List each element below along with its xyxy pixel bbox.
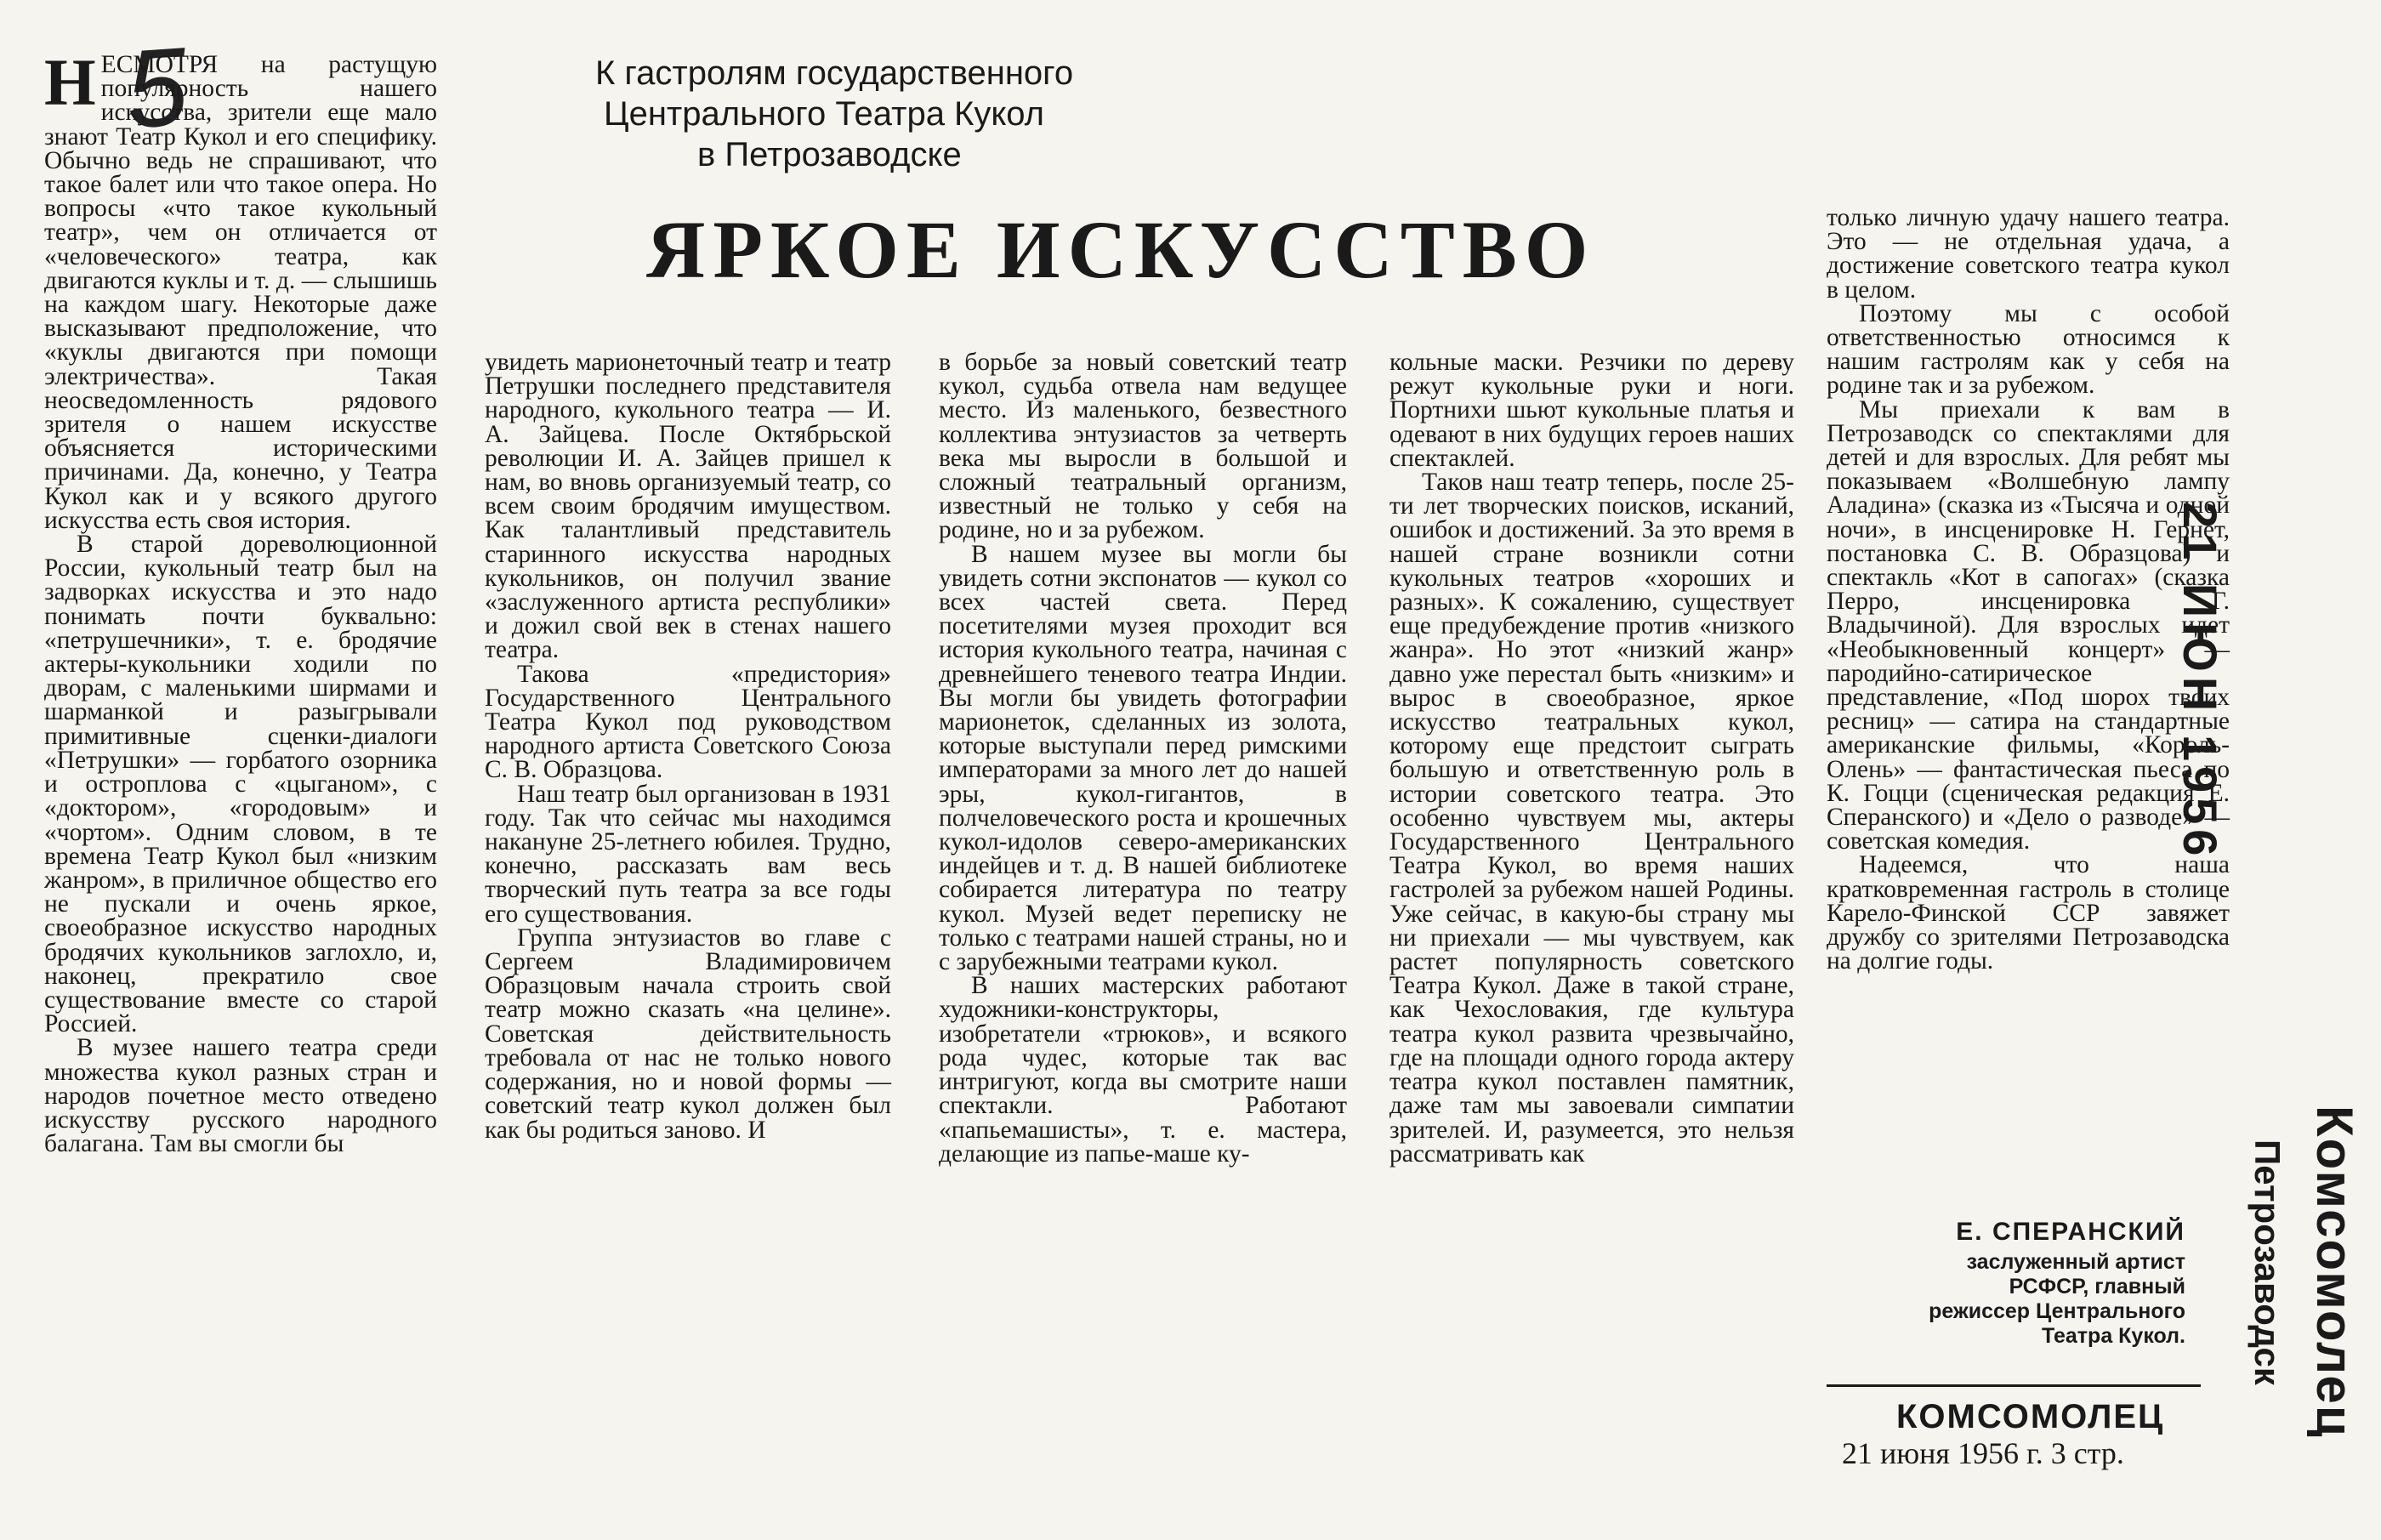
drop-cap: Н bbox=[44, 45, 96, 119]
subtitle-line-1: К гастролям государственного bbox=[595, 54, 1074, 92]
subtitle-line-3: в Петрозаводске bbox=[697, 136, 962, 173]
source-date: 21 июня 1956 г. 3 стр. bbox=[1842, 1436, 2124, 1470]
paragraph: В старой дореволюционной России, кукольный театр был на задворках искусства и это надо понимать почти буквально: «петрушечники», т. е. бродячие актеры-кукольники ходили по дворам, с маленькими ширмами и шарманкой и разыгрывали примитивные сценки-диалоги «Петрушки» — горбатого озорника и остроплова с «цыганом», с «доктором», «городовым» и «чортом». Одним словом, в те времена Театр Кукол был «низким жанром», в приличное общество его не пускали и очень яркое, своеобразное искусство народных бродячих кукольников заглохло, и, наконец, прекратило свое существование вместе со старой Россией. bbox=[44, 531, 437, 1038]
paragraph: Группа энтузиастов во главе с Сергеем Владимировичем Образцовым начала строить свой театр можно сказать «на целине». Советская действительность требовала от нас не только нового содержания, но и новой формы — советский театр кукол должен был как бы родиться заново. И bbox=[485, 923, 891, 1144]
article-column-1 bbox=[44, 45, 437, 1158]
paragraph: Такова «предистория» Государственного Центрального Театра Кукол под руководством народного артиста Советского Союза С. В. Образцова. bbox=[485, 660, 891, 784]
paragraph: Поэтому мы с особой ответственностью относимся к нашим гастролям как у себя на родине так и за рубежом. bbox=[1827, 299, 2230, 400]
masthead-city: Петрозаводск bbox=[2247, 1139, 2287, 1385]
paragraph: только личную удачу нашего театра. Это — не отдельная удача, а достижение советского театра кукол в целом. bbox=[1827, 204, 2230, 304]
date-stamp: 21 ИЮН 1956 bbox=[2174, 502, 2227, 861]
article-column-3 bbox=[939, 350, 1347, 1166]
article-subtitle bbox=[595, 53, 1293, 175]
paragraph: Мы приехали к вам в Петрозаводск со спектаклями для детей и для взрослых. Для ребят мы показываем «Волшебную лампу Аладина» (сказка из «Тысяча и одной ночи», в инсценировке Н. Гернет, постановка С. В. Образцова) и спектакль «Кот в сапогах» (сказка Перро, инсценировка Г. Владычиной). Для взрослых идет «Необыкновенный концерт» — пародийно-сатирическое представление, «Под шорох твоих ресниц» — сатира на стандартные американские фильмы, «Король-Олень» — фантастическая пьеса по К. Гоцци (сценическая редакция Е. Сперанского) и «Дело о разводе» — советская комедия. bbox=[1827, 395, 2230, 855]
paragraph: Наш театр был организован в 1931 году. Так что сейчас мы находимся накануне 25-летнего юбилея. Трудно, конечно, рассказать вам весь творческий путь театра за все годы его существования. bbox=[485, 780, 891, 928]
paragraph: В наших мастерских работают художники-конструкторы, изобретатели «трюков», и всякого рода чудес, которые так вас интригуют, когда вы смотрите наши спектакли. Работают «папьемашисты», т. е. мастера, делающие из папье-маше ку- bbox=[939, 972, 1347, 1168]
divider bbox=[1827, 1384, 2201, 1387]
article-column-5 bbox=[1827, 206, 2230, 974]
author-name: Е. СПЕРАНСКИЙ bbox=[1956, 1218, 2185, 1246]
handwritten-number: 5 bbox=[121, 23, 192, 152]
paragraph-text: ЕСМОТРЯ на растущую популярность нашего искусства, зрители еще мало знают Театр Кукол и его специфику. Обычно ведь не спрашивают, что такое балет или что такое опера. Но вопросы «что такое кукольный театр», чем он отличается от «человеческого» театра, как двигаются куклы и т. д. — слышишь на каждом шагу. Некоторые даже высказывают предположение, что «куклы двигаются при помощи электричества». Такая неосведомленность рядового зрителя о нашем искусстве объясняется историческими причинами. Да, конечно, у Театра Кукол как и у всякого другого искусства есть своя история. bbox=[44, 51, 437, 534]
masthead-name: Комсомолец bbox=[2306, 1105, 2363, 1439]
paragraph: Таков наш театр теперь, после 25-ти лет творческих поисков, исканий, ошибок и достижений. За это время в нашей стране возникли сотни кукольных театров «хороших и разных». К сожалению, существует еще предубеждение против «низкого жанра». Но этот «низкий жанр» давно уже перестал быть «низким» и вырос в своеобразное, яркое искусство театральных кукол, которому еще предстоит сыграть большую и ответственную роль в истории советского театра. Это особенно чувствуем мы, актеры Государственного Центрального Театра Кукол, во время наших гастролей за рубежом нашей Родины. Уже сейчас, в какую-бы страну мы ни приехали — мы чувствуем, как растет популярность советского Театра Кукол. Даже в такой стране, как Чехословакия, где культура театра кукол развита чрезвычайно, где на площади одного города актеру театра кукол поставлен памятник, даже там мы завоевали симпатии зрителей. И, разумеется, это нельзя рассматривать как bbox=[1389, 469, 1794, 1168]
article-headline: ЯРКОЕ ИСКУССТВО bbox=[646, 204, 1596, 295]
paragraph: В нашем музее вы могли бы увидеть сотни экспонатов — кукол со всех частей света. Перед посетителями музея проходит вся история кукольного театра, начиная с древнейшего теневого театра Индии. Вы могли бы увидеть фотографии марионеток, сделанных из золота, которые выступали перед римскими императорами за много лет до нашей эры, кукол-гигантов, в полчеловеческого роста и крошечных кукол-идолов северо-американских индейцев и т. д. В нашей библиотеке собирается литература по театру кукол. Музей ведет переписку не только с театрами нашей страны, но и с зарубежными театрами кукол. bbox=[939, 540, 1347, 976]
paragraph bbox=[44, 45, 437, 534]
author-title: заслуженный артист РСФСР, главный режиссер Центрального Театра Кукол. bbox=[1929, 1250, 2185, 1348]
paragraph: увидеть марионеточный театр и театр Петрушки последнего представителя народного, кукольного театра — И. А. Зайцева. После Октябрьской революции И. А. Зайцев пришел к нам, во вновь организуемый театр, со всем своим бродячим имуществом. Как талантливый представитель старинного искусства народных кукольников, он получил звание «заслуженного артиста республики» и дожил свой век в стенах нашего театра. bbox=[485, 349, 891, 664]
paragraph: Надеемся, что наша кратковременная гастроль в столице Карело-Финской ССР завяжет дружбу со зрителями Петрозаводска на долгие годы. bbox=[1827, 851, 2230, 975]
paragraph: кольные маски. Резчики по дереву режут кукольные руки и ноги. Портнихи шьют кукольные платья и одевают в них будущих героев наших спектаклей. bbox=[1389, 349, 1794, 472]
article-column-4 bbox=[1389, 350, 1794, 1166]
paragraph: в борьбе за новый советский театр кукол, судьба отвела нам ведущее место. Из маленького, безвестного коллектива энтузиастов за четверть века мы выросли в большой и сложный театральный организм, известный не только у себя на родине, но и за рубежом. bbox=[939, 349, 1347, 544]
paragraph: В музее нашего театра среди множества кукол разных стран и народов почетное место отведено искусству русского народного балагана. Там вы смогли бы bbox=[44, 1034, 437, 1158]
subtitle-line-2: Центрального Театра Кукол bbox=[604, 95, 1045, 133]
source-newspaper-name: КОМСОМОЛЕЦ bbox=[1896, 1398, 2165, 1435]
article-column-2 bbox=[485, 350, 891, 1142]
